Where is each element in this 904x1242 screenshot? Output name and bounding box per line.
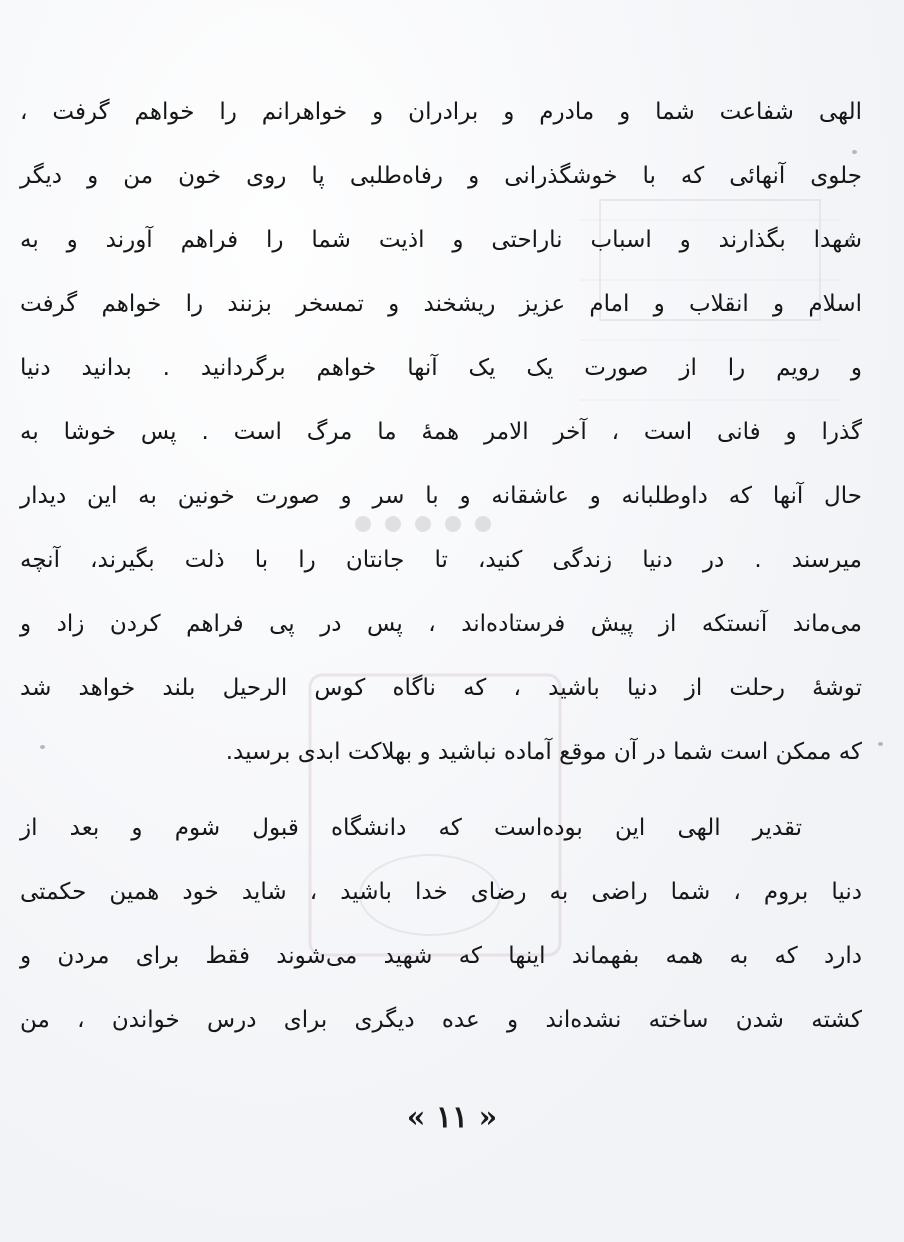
paper-speck bbox=[878, 742, 883, 746]
text-line: میرسند . در دنیا زندگی کنید، تا جانتان را با ذلت بگیرند، آنچه bbox=[20, 547, 862, 573]
text-line: جلوی آنهائی که با خوشگذرانی و رفاه‌طلبی پا روی خون من و دیگر bbox=[20, 163, 862, 189]
text-line: تقدیر الهی این بوده‌است که دانشگاه قبول شوم و بعد از bbox=[20, 815, 802, 841]
text-line: دارد که به همه بفهماند اینها که شهید می‌شوند فقط برای مردن و bbox=[20, 943, 862, 969]
paragraph-gap bbox=[20, 784, 862, 796]
text-line: دنیا بروم ، شما راضی به رضای خدا باشید ، شاید خود همین حکمتی bbox=[20, 879, 862, 905]
text-line: شهدا بگذارند و اسباب ناراحتی و اذیت شما را فراهم آورند و به bbox=[20, 227, 862, 253]
text-line: کشته شدن ساخته نشده‌اند و عده دیگری برای درس خواندن ، من bbox=[20, 1007, 862, 1033]
text-line: حال آنها که داوطلبانه و عاشقانه و با سر و صورت خونین به این دیدار bbox=[20, 483, 862, 509]
page-number: « ۱۱ » bbox=[406, 1100, 498, 1135]
text-line: اسلام و انقلاب و امام عزیز ریشخند و تمسخر بزنند را خواهم گرفت bbox=[20, 291, 862, 317]
body-text bbox=[20, 80, 862, 1052]
text-line: می‌ماند آنستکه از پیش فرستاده‌اند ، پس در پی فراهم کردن زاد و bbox=[20, 611, 862, 637]
text-line: گذرا و فانی است ، آخر الامر همهٔ ما مرگ است . پس خوشا به bbox=[20, 419, 862, 445]
text-line: توشهٔ رحلت از دنیا باشید ، که ناگاه کوس الرحیل بلند خواهد شد bbox=[20, 675, 862, 701]
text-line: که ممکن است شما در آن موقع آماده نباشید و بهلاکت ابدی برسید. bbox=[225, 739, 862, 765]
text-line: و رویم را از صورت یک یک آنها خواهم برگردانید . بدانید دنیا bbox=[20, 355, 862, 381]
text-line: الهی شفاعت شما و مادرم و برادران و خواهرانم را خواهم گرفت ، bbox=[20, 99, 862, 125]
